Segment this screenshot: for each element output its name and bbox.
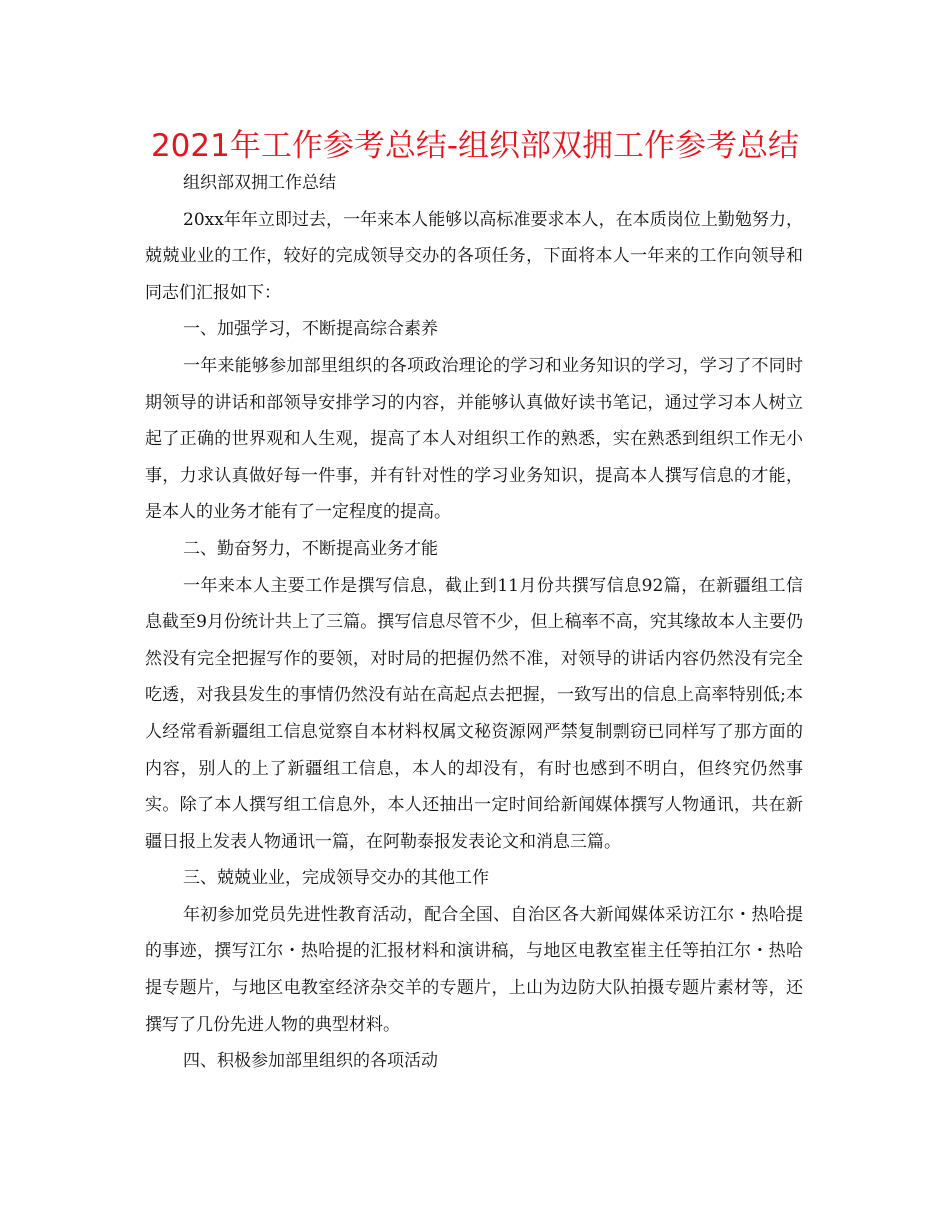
section-2-paragraph: 一年来本人主要工作是撰写信息，截止到11月份共撰写信息92篇，在新疆组工信息截至9月份统计共上了三篇。撰写信息尽管不少，但上稿率不高，究其缘故本人主要仍然没有完全把握写作的要领，对时局的把握仍然不准，对领导的讲话内容仍然没有完全吃透，对我县发生的事情仍然没有站在高起点去把握，一致写出的信息上高率特别低;本人经常看新疆组工信息觉察自本材料权属文秘资源网严禁复制剽窃已同样写了那方面的内容，别人的上了新疆组工信息，本人的却没有，有时也感到不明白，但终究仍然事实。除了本人撰写组工信息外，本人还抽出一定时间给新闻媒体撰写人物通讯，共在新疆日报上发表人物通讯一篇，在阿勒泰报发表论文和消息三篇。 <box>145 575 803 852</box>
section-heading-4: 四、积极参加部里组织的各项活动 <box>183 1051 438 1072</box>
document-title: 2021年工作参考总结-组织部双拥工作参考总结 <box>150 128 800 164</box>
section-heading-1: 一、加强学习，不断提高综合素养 <box>183 319 438 340</box>
document-body <box>145 165 803 1080</box>
subtitle-paragraph: 组织部双拥工作总结 <box>183 173 336 193</box>
section-heading-3: 三、兢兢业业，完成领导交办的其他工作 <box>183 868 489 889</box>
section-heading-2: 二、勤奋努力，不断提高业务才能 <box>183 538 438 559</box>
intro-paragraph: 20xx年年立即过去，一年来本人能够以高标准要求本人，在本质岗位上勤勉努力，兢兢业业的工作，较好的完成领导交办的各项任务，下面将本人一年来的工作向领导和同志们汇报如下： <box>145 209 803 303</box>
section-3-paragraph: 年初参加党员先进性教育活动，配合全国、自治区各大新闻媒体采访江尔・热哈提的事迹，撰写江尔・热哈提的汇报材料和演讲稿，与地区电教室崔主任等拍江尔・热哈提专题片，与地区电教室经济杂交羊的专题片，上山为边防大队拍摄专题片素材等，还撰写了几份先进人物的典型材料。 <box>145 904 803 1035</box>
section-1-paragraph: 一年来能够参加部里组织的各项政治理论的学习和业务知识的学习，学习了不同时期领导的讲话和部领导安排学习的内容，并能够认真做好读书笔记，通过学习本人树立起了正确的世界观和人生观，提高了本人对组织工作的熟悉，实在熟悉到组织工作无小事，力求认真做好每一件事，并有针对性的学习业务知识，提高本人撰写信息的才能，是本人的业务才能有了一定程度的提高。 <box>145 355 803 523</box>
